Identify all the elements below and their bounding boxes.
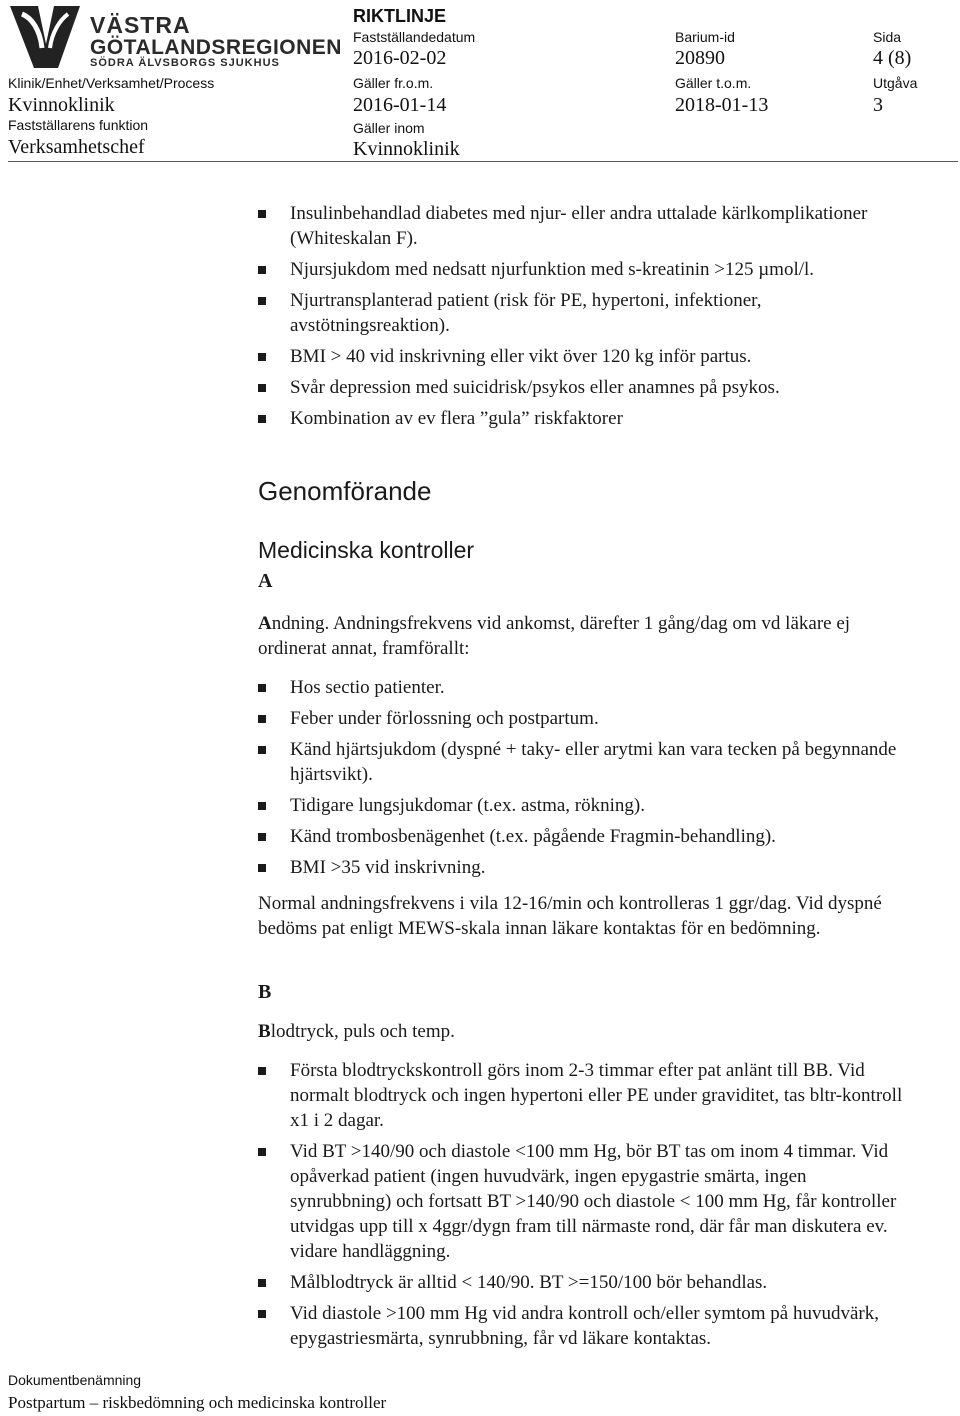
document-header <box>0 0 960 162</box>
page-value: 4 (8) <box>873 47 912 69</box>
version-value: 3 <box>873 94 883 116</box>
date-label: Fastställandedatum <box>353 29 476 45</box>
list-item: Feber under förlossning och postpartum. <box>258 706 908 731</box>
valid-to-label: Gäller t.o.m. <box>675 75 752 91</box>
bullet-square-icon <box>258 684 266 692</box>
bullet-square-icon <box>258 384 266 392</box>
valid-from-value: 2016-01-14 <box>353 94 447 116</box>
bullet-square-icon <box>258 266 266 274</box>
part-a-intro: Andning. Andningsfrekvens vid ankomst, därefter 1 gång/dag om vd läkare ej ordinerat annat, framförallt: <box>258 613 851 659</box>
logo-line-1: VÄSTRA <box>90 12 191 38</box>
bullet-square-icon <box>258 1148 266 1156</box>
date-value: 2016-02-02 <box>353 47 447 69</box>
scope-value: Kvinnoklinik <box>353 138 460 160</box>
list-item: Känd hjärtsjukdom (dyspné + taky- eller arytmi kan vara tecken på begynnande hjärtsvikt). <box>258 737 908 787</box>
section-heading: Genomförande <box>258 476 432 506</box>
bullet-square-icon <box>258 353 266 361</box>
valid-from-label: Gäller fr.o.m. <box>353 75 434 91</box>
list-item: Första blodtryckskontroll görs inom 2-3 timmar efter pat anlänt till BB. Vid normalt blodtryck och ingen hypertoni eller PE under graviditet, tas bltr-kontroll x1 i 2 dagar. <box>258 1058 908 1133</box>
risk-factor-list <box>258 201 908 431</box>
region-logo <box>8 4 342 70</box>
bullet-square-icon <box>258 1279 266 1287</box>
subsection-heading: Medicinska kontroller <box>258 537 475 563</box>
list-item: Känd trombosbenägenhet (t.ex. pågående Fragmin-behandling). <box>258 824 908 849</box>
list-item: Målblodtryck är alltid < 140/90. BT >=150/100 bör behandlas. <box>258 1270 908 1295</box>
list-item: Hos sectio patienter. <box>258 675 908 700</box>
bullet-square-icon <box>258 715 266 723</box>
part-b-letter: B <box>258 981 272 1003</box>
footer-label: Dokumentbenämning <box>8 1372 142 1388</box>
doc-type: RIKTLINJE <box>353 6 447 26</box>
page-label: Sida <box>873 29 902 45</box>
bullet-square-icon <box>258 864 266 872</box>
list-item: BMI >35 vid inskrivning. <box>258 855 908 880</box>
valid-to-value: 2018-01-13 <box>675 94 769 116</box>
list-item: Vid diastole >100 mm Hg vid andra kontroll och/eller symtom på huvudvärk, epygastriesmärta, synrubbning, får vd läkare kontaktas. <box>258 1301 908 1351</box>
list-item: BMI > 40 vid inskrivning eller vikt över 120 kg inför partus. <box>258 344 908 369</box>
list-item: Njursjukdom med nedsatt njurfunktion med s-kreatinin >125 µmol/l. <box>258 257 908 282</box>
list-item: Njurtransplanterad patient (risk för PE, hypertoni, infektioner, avstötningsreaktion). <box>258 288 908 338</box>
footer-document-name: Postpartum – riskbedömning och medicinska kontroller <box>8 1393 387 1412</box>
part-b-intro: Blodtryck, puls och temp. <box>258 1021 455 1042</box>
list-item: Svår depression med suicidrisk/psykos eller anamnes på psykos. <box>258 375 908 400</box>
logo-line-3: SÖDRA ÄLVSBORGS SJUKHUS <box>90 57 280 69</box>
bullet-square-icon <box>258 210 266 218</box>
list-item: Vid BT >140/90 och diastole <100 mm Hg, bör BT tas om inom 4 timmar. Vid opåverkad patient (ingen huvudvärk, ingen epygastrie smärta, ingen synrubbning) och fortsatt BT >140/90 och diastole < 100 mm Hg, får kontroller utvidgas upp till x 4ggr/dygn fram till närmaste rond, där får man diskutera ev. vidare handläggning. <box>258 1139 908 1264</box>
bullet-square-icon <box>258 297 266 305</box>
role-value: Verksamhetschef <box>8 136 145 158</box>
part-b-list <box>258 1058 908 1351</box>
barium-id-value: 20890 <box>675 47 725 69</box>
unit-value: Kvinnoklinik <box>8 94 115 116</box>
bullet-square-icon <box>258 415 266 423</box>
version-label: Utgåva <box>873 75 918 91</box>
unit-label: Klinik/Enhet/Verksamhet/Process <box>8 75 215 91</box>
part-a-list <box>258 675 908 880</box>
barium-id-label: Barium-id <box>675 29 735 45</box>
part-a-summary: Normal andningsfrekvens i vila 12-16/min och kontrolleras 1 ggr/dag. Vid dyspné bedöms pat enligt MEWS-skala innan läkare kontaktas för en bedömning. <box>258 893 882 939</box>
part-a-letter: A <box>258 570 273 592</box>
logo-line-2: GÖTALANDSREGIONEN <box>90 36 342 59</box>
bullet-square-icon <box>258 1067 266 1075</box>
bullet-square-icon <box>258 833 266 841</box>
role-label: Fastställarens funktion <box>8 117 149 133</box>
bullet-square-icon <box>258 802 266 810</box>
bullet-square-icon <box>258 1310 266 1318</box>
bullet-square-icon <box>258 746 266 754</box>
header-divider <box>8 161 958 162</box>
list-item: Tidigare lungsjukdomar (t.ex. astma, rökning). <box>258 793 908 818</box>
list-item: Insulinbehandlad diabetes med njur- eller andra uttalade kärlkomplikationer (Whiteskalan F). <box>258 201 908 251</box>
logo-mark-icon <box>8 4 82 70</box>
list-item: Kombination av ev flera ”gula” riskfaktorer <box>258 406 908 431</box>
scope-label: Gäller inom <box>353 120 425 136</box>
